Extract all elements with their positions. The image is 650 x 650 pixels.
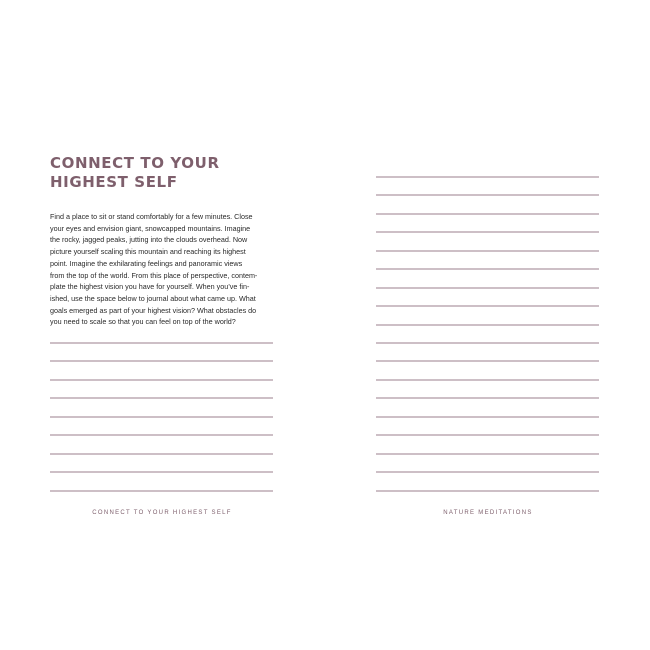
journal-line[interactable]: [50, 490, 273, 492]
prompt-line: point. Imagine the exhilarating feelings and panoramic views: [50, 258, 243, 268]
left-running-footer: CONNECT TO YOUR HIGHEST SELF: [92, 510, 232, 516]
journal-line[interactable]: [376, 231, 599, 233]
journal-line[interactable]: [376, 305, 599, 307]
journal-line[interactable]: [376, 379, 599, 381]
title-line-1: CONNECT TO YOUR: [50, 154, 220, 172]
journal-line[interactable]: [50, 342, 273, 344]
journal-line[interactable]: [376, 434, 599, 436]
prompt-line: ished, use the space below to journal about what came up. What: [50, 293, 256, 303]
journal-line[interactable]: [50, 397, 273, 399]
prompt-line: from the top of the world. From this place of perspective, contem-: [50, 270, 258, 280]
prompt-line: your eyes and envision giant, snowcapped mountains. Imagine: [50, 223, 251, 233]
journal-line[interactable]: [376, 342, 599, 344]
journal-line[interactable]: [376, 213, 599, 215]
journal-line[interactable]: [50, 379, 273, 381]
journal-line[interactable]: [376, 416, 599, 418]
journal-line[interactable]: [376, 453, 599, 455]
journal-line[interactable]: [376, 397, 599, 399]
prompt-line: picture yourself scaling this mountain and reaching its highest: [50, 247, 246, 257]
journal-line[interactable]: [376, 360, 599, 362]
prompt-line: you need to scale so that you can feel on top of the world?: [50, 317, 236, 327]
prompt-line: the rocky, jagged peaks, jutting into the clouds overhead. Now: [50, 235, 248, 245]
journal-line[interactable]: [376, 250, 599, 252]
journal-line[interactable]: [50, 434, 273, 436]
title-line-2: HIGHEST SELF: [50, 173, 178, 191]
prompt-line: plate the highest vision you have for yourself. When you’ve fin-: [50, 282, 250, 292]
journal-line[interactable]: [376, 287, 599, 289]
journal-line[interactable]: [376, 176, 599, 178]
journal-line[interactable]: [376, 471, 599, 473]
prompt-line: Find a place to sit or stand comfortably for a few minutes. Close: [50, 212, 253, 221]
journal-line[interactable]: [50, 416, 273, 418]
right-page: [325, 0, 650, 650]
prompt-line: goals emerged as part of your highest vision? What obstacles do: [50, 305, 257, 315]
journal-line[interactable]: [50, 471, 273, 473]
right-journal-lines: [325, 0, 650, 650]
journal-line[interactable]: [376, 324, 599, 326]
journal-line[interactable]: [50, 360, 273, 362]
journal-line[interactable]: [376, 268, 599, 270]
journal-line[interactable]: [50, 453, 273, 455]
journal-line[interactable]: [376, 194, 599, 196]
journal-line[interactable]: [376, 490, 599, 492]
right-running-footer: NATURE MEDITATIONS: [443, 510, 533, 516]
